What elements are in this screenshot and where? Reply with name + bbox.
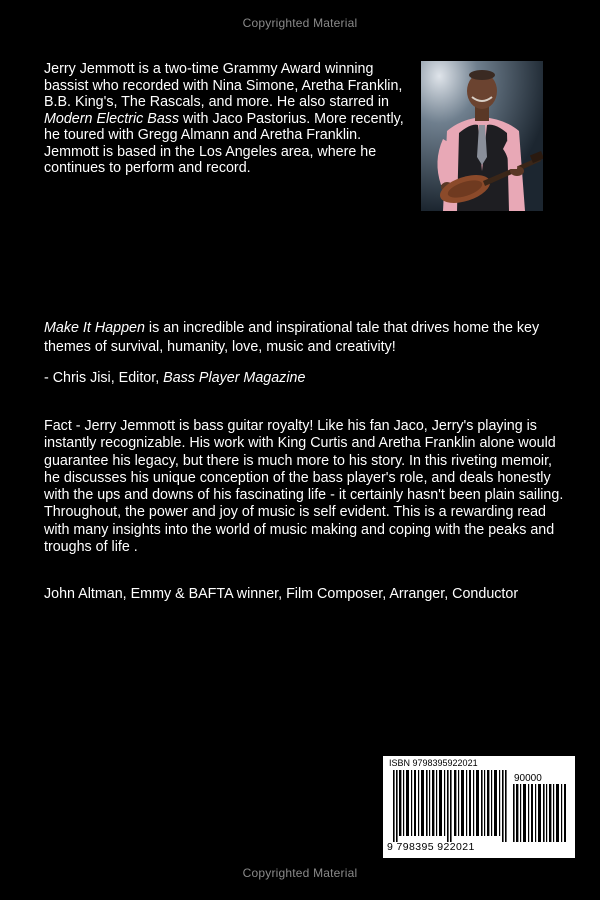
review-quote-1 bbox=[44, 319, 564, 357]
price-code: 90000 bbox=[514, 773, 542, 784]
barcode-bars-icon bbox=[393, 770, 511, 842]
attribution-1-publication: Bass Player Magazine bbox=[163, 370, 306, 386]
author-photo bbox=[421, 61, 543, 211]
price-barcode-bars-icon bbox=[513, 784, 567, 842]
review-attribution-1 bbox=[44, 369, 305, 388]
isbn-barcode bbox=[383, 756, 575, 858]
book-title: Make It Happen bbox=[44, 320, 145, 336]
review-quote-2: Fact - Jerry Jemmott is bass guitar royalty! Like his fan Jaco, Jerry's playing is instantly recognizable. His work with King Curtis and Aretha Franklin alone would guarantee his legacy, but there is much more to his story. In this riveting memoir, he discusses his unique conception of the bass player's role, and deals honestly with the ups and downs of his fascinating life - it certainly hasn't been plain sailing. Throughout, the power and joy of music is self evident. This is a rewarding read with many insights into the world of music making and coping with the peaks and troughs of life . bbox=[44, 418, 564, 556]
bio-text-1: Jerry Jemmott is a two-time Grammy Award winning bassist who recorded with Nina Simone, Aretha Franklin, B.B. King's, The Rascals, and more. He also starred in bbox=[44, 61, 403, 110]
ean-digits: 9 798395 922021 bbox=[387, 841, 475, 853]
review-quote-1-text: is an incredible and inspirational tale that drives home the key themes of survival, humanity, love, music and creativity! bbox=[44, 320, 540, 355]
isbn-label: ISBN 9798395922021 bbox=[389, 758, 478, 768]
author-photo-bassist-icon bbox=[421, 61, 543, 211]
review-attribution-2: John Altman, Emmy & BAFTA winner, Film Composer, Arranger, Conductor bbox=[44, 586, 519, 602]
bio-film-title: Modern Electric Bass bbox=[44, 110, 180, 127]
copyright-watermark-top: Copyrighted Material bbox=[242, 16, 358, 30]
bio-text-2: with Jaco Pastorius. More recently, he toured with Gregg Almann and Aretha Franklin. Jemmott is based in the Los Angeles area, where he continues to perform and record. bbox=[44, 110, 404, 176]
copyright-watermark-bottom: Copyrighted Material bbox=[242, 866, 358, 880]
attribution-1-name: - Chris Jisi, Editor, bbox=[44, 370, 164, 386]
author-bio bbox=[44, 61, 416, 177]
